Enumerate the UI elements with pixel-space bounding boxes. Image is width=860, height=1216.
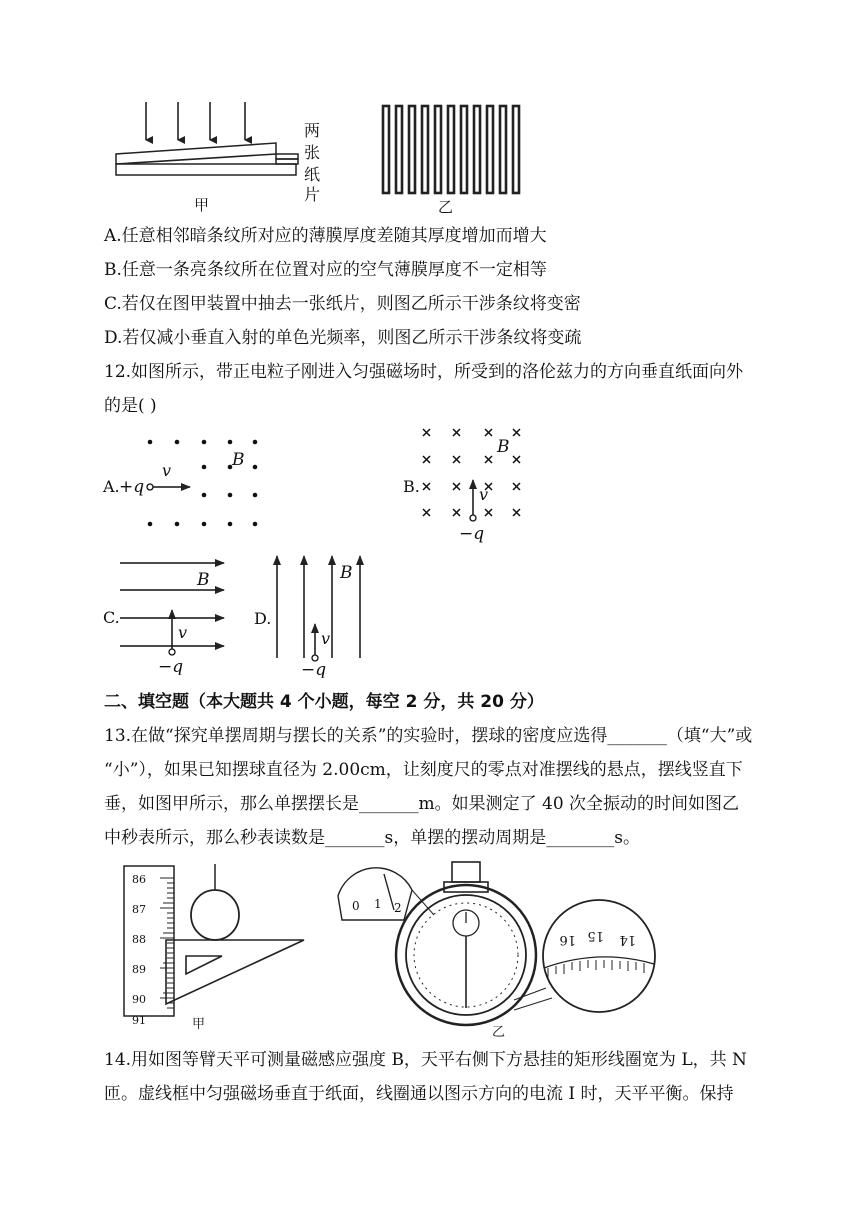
ruler-tick-91: 91 [132, 1014, 146, 1027]
svg-text:纸: 纸 [304, 165, 321, 184]
q11-option-b: B.任意一条亮条纹所在位置对应的空气薄膜厚度不一定相等 [104, 260, 547, 280]
minute-dial-2: 2 [394, 901, 402, 915]
q11-option-a: A.任意相邻暗条纹所对应的薄膜厚度差随其厚度增加而增大 [104, 226, 547, 246]
second-dial-14: 14 [619, 932, 636, 947]
q12-stem-line-1: 12.如图所示，带正电粒子刚进入匀强磁场时，所受到的洛伦兹力的方向垂直纸面向外 [104, 362, 744, 382]
q12-figure-c [100, 550, 240, 675]
charge-label: −q [158, 657, 184, 675]
q14-line-2: 匝。虚线框中匀强磁场垂直于纸面，线圈通以图示方向的电流 I 时，天平平衡。保持 [104, 1084, 734, 1104]
velocity-label: v [479, 485, 489, 504]
charge-label: −q [459, 524, 485, 544]
ruler-tick-89: 89 [132, 963, 146, 976]
q12-figure-b [400, 422, 540, 547]
particle [169, 649, 175, 655]
interference-fringes [383, 106, 519, 193]
q13-line-3: 垂，如图甲所示，那么单摆摆长是_______m。如果测定了 40 次全振动的时间如图乙 [104, 794, 740, 814]
velocity-label: v [162, 461, 172, 480]
minute-dial-0: 0 [352, 899, 360, 913]
charge-label: +q [119, 477, 145, 497]
q11-option-d: D.若仅减小垂直入射的单色光频率，则图乙所示干涉条纹将变疏 [104, 328, 582, 348]
q14-line-1: 14.用如图等臂天平可测量磁感应强度 B，天平右侧下方悬挂的矩形线圈宽为 L，共 N [104, 1050, 747, 1070]
field-label: B [340, 563, 353, 583]
figure-thin-film-interference [100, 96, 540, 216]
field-label: B [497, 437, 510, 457]
q12-figure-d [252, 550, 392, 678]
figure-label-jia: 甲 [192, 1017, 206, 1032]
figure-label-yi: 乙 [438, 198, 454, 216]
option-c-label: C. [103, 608, 120, 627]
svg-text:两: 两 [304, 121, 321, 140]
q13-line-4: 中秒表所示，那么秒表读数是_______s，单摆的摆动周期是________s。 [104, 828, 640, 848]
velocity-label: v [321, 629, 331, 648]
q12-figure-a [100, 430, 270, 535]
ruler-tick-90: 90 [132, 993, 146, 1006]
option-a-label: A. [103, 477, 120, 496]
pendulum-bob [191, 890, 239, 940]
figure-label-yi: 乙 [492, 1025, 506, 1040]
q13-line-1: 13.在做“探究单摆周期与摆长的关系”的实验时，摆球的密度应选得_______（填“大”或 [104, 726, 753, 746]
second-dial-15: 15 [587, 928, 604, 943]
wedge-glass-plates [116, 143, 298, 175]
velocity-label: v [178, 623, 188, 642]
field-label: B [197, 570, 210, 590]
figure-label-jia: 甲 [194, 196, 210, 214]
magnified-minute-dial [338, 868, 434, 920]
ruler-tick-86: 86 [132, 873, 146, 886]
second-dial-16: 16 [559, 932, 576, 947]
incident-light-arrows [146, 102, 245, 140]
ruler-tick-87: 87 [132, 903, 146, 916]
paper-sheets-label [304, 121, 320, 204]
minute-subdial [453, 910, 479, 936]
svg-text:张: 张 [304, 143, 321, 162]
q12-stem-line-2: 的是( ) [104, 396, 157, 416]
q13-line-2: “小”），如果已知摆球直径为 2.00cm，让刻度尺的零点对准摆线的悬点，摆线竖直下 [104, 760, 743, 780]
q11-option-c: C.若仅在图甲装置中抽去一张纸片，则图乙所示干涉条纹将变密 [104, 294, 581, 314]
q13-figure-ruler-pendulum [114, 864, 314, 1034]
charge-label: −q [301, 660, 327, 678]
field-label: B [232, 450, 245, 470]
svg-text:片: 片 [304, 185, 321, 204]
set-square [166, 940, 304, 1004]
section-heading: 二、填空题（本大题共 4 个小题，每空 2 分，共 20 分） [104, 692, 544, 712]
q13-figure-stopwatch [334, 860, 664, 1040]
ruler-tick-88: 88 [132, 933, 146, 946]
option-d-label: D. [254, 609, 272, 628]
particle [147, 484, 153, 490]
particle [470, 515, 476, 521]
minute-dial-1: 1 [374, 897, 382, 911]
option-b-label: B. [403, 477, 420, 496]
